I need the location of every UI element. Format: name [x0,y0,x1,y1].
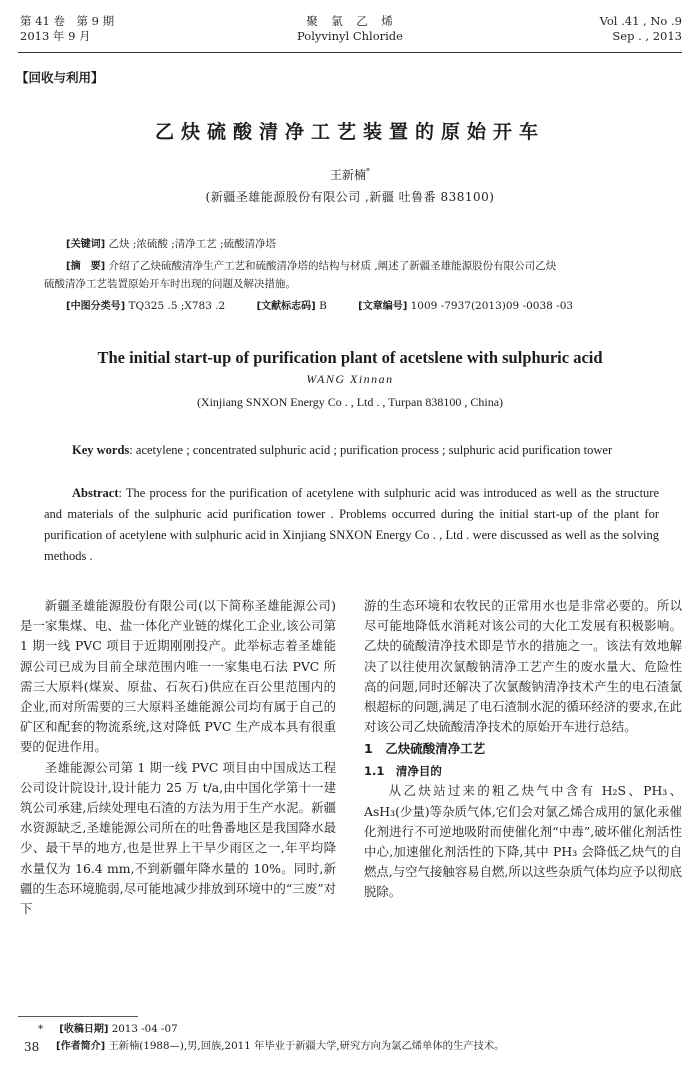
journal-name: 聚 氯 乙 烯 Polyvinyl Chloride [297,14,403,43]
abstract-label: [摘 要] [66,261,106,272]
keywords-en: Key words: acetylene ; concentrated sulphuric acid ; purification process ; sulphuric acid purification tower [72,443,613,457]
author-cn: 王新楠* [329,167,370,182]
classification-row: [中图分类号] TQ325 .5 ;X783 .2 [文献标志码] B [文章编号] 1009 -7937(2013)09 -0038 -03 [66,300,574,312]
abstract-cn: [摘 要] 介绍了乙炔硫酸清净生产工艺和硫酸清净塔的结构与材质 ,阐述了新疆圣雄能源股份有限公司乙炔 [66,260,557,272]
header-rule [18,52,682,53]
author-bio: [作者简介] 王新楠(1988—),男,回族,2011 年毕业于新疆大学,研究方向为氯乙烯单体的生产技术。 [56,1040,505,1052]
abstract-cn-cont: 硫酸清净工艺装置原始开车时出现的问题及解决措施。 [44,278,296,290]
keywords-label: [关键词] [66,239,106,250]
author-footnote-mark: * [366,167,370,176]
footnote-rule [18,1016,138,1017]
paragraph: 游的生态环境和农牧民的正常用水也是非常必要的。所以尽可能地降低水消耗对该公司的大化工发展有积极影响。乙炔的硫酸清净技术即是节水的措施之一。该法有效地解决了以往使用次氯酸钠清净工艺产生的废水量大、危险性高的问题,同时还解决了次氯酸钠清净技术产生的电石渣氯根超标的问题,满足了电石渣制水泥的循环经济的要求,在此对该公司乙炔硫酸清净技术的原始开车进行总结。 [364,598,682,735]
affiliation-cn: (新疆圣雄能源股份有限公司 ,新疆 吐鲁番 838100) [205,190,495,204]
journal-issue: 第 41 卷 第 9 期 2013 年 9 月 [20,14,115,43]
received-date: * [收稿日期] 2013 -04 -07 [38,1023,178,1035]
footnote [38,1021,678,1055]
subsection-heading: 1.1 清净目的 [364,764,442,779]
journal-volume: Vol .41 , No .9 Sep . , 2013 [599,14,682,43]
affiliation-en: (Xinjiang SNXON Energy Co . , Ltd . , Turpan 838100 , China) [196,395,504,409]
author-en: WANG Xinnan [306,372,394,386]
section-tag: 【回收与利用】 [16,70,104,85]
article-title-en: The initial start-up of purification plant of acetslene with sulphuric acid [97,348,603,367]
doc-code-label: [文献标志码] [256,301,316,312]
paragraph: 从乙炔站过来的粗乙炔气中含有 H₂S、PH₃、AsH₃(少量)等杂质气体,它们会对氯乙烯合成用的氯化汞催化剂进行不可逆地吸附而使催化剂“中毒”,破坏催化剂活性中心,加速催化剂活性的下降,其中 PH₃ 会降低乙炔气的自燃点,与空气接触容易自燃,所以这些杂质气体均应予以彻底脱除。 [364,783,682,900]
abstract-en: Abstract: The process for the purification of acetylene with sulphuric acid was introduced as well as the structure and materials of the sulphuric acid purification tower . Problems occurred during the initial start-up of the plant for purification of acetylene with sulphuric acid in Xinjiang SNXON Energy Co . , Ltd . were discussed as well as the solving methods . [44,486,659,563]
body-column-right [364,596,682,903]
paragraph: 新疆圣雄能源股份有限公司(以下简称圣雄能源公司)是一家集煤、电、盐一体化产业链的煤化工企业,该公司第 1 期一线 PVC 项目于近期刚刚投产。此举标志着圣雄能源公司已成为目前全球范围内唯一一家集电石法 PVC 所需三大原料(煤炭、原盐、石灰石)供应在百公里范围内的企业,而对所需要的三大原料圣雄能源公司均有属于自己的矿区和配套的物流系统,这对降低 PVC 生产成本具有很重要的促进作用。 [20,598,336,755]
keywords-cn: [关键词] 乙炔 ;浓硫酸 ;清净工艺 ;硫酸清净塔 [66,238,277,250]
article-title-cn: 乙炔硫酸清净工艺装置的原始开车 [154,121,545,143]
clc-label: [中图分类号] [66,301,126,312]
article-no-label: [文章编号] [358,301,408,312]
paragraph: 圣雄能源公司第 1 期一线 PVC 项目由中国成达工程公司设计院设计,设计能力 25 万 t/a,由中国化学第十一建筑公司承建,后续处理电石渣的方法为用于生产水泥。新疆水资源缺乏,圣雄能源公司所在的吐鲁番地区是我国降水最少、最干旱的地方,也是世界上干旱少雨区之一,年平均降水量仅为 16.4 mm,不到新疆年降水量的 10%。同时,新疆的生态环境脆弱,尽可能地减少排放到环境中的“三废”对下 [20,759,336,917]
section-heading: 1 乙炔硫酸清净工艺 [364,741,486,757]
body-column-left [20,596,336,919]
page-number: 38 [24,1040,40,1054]
